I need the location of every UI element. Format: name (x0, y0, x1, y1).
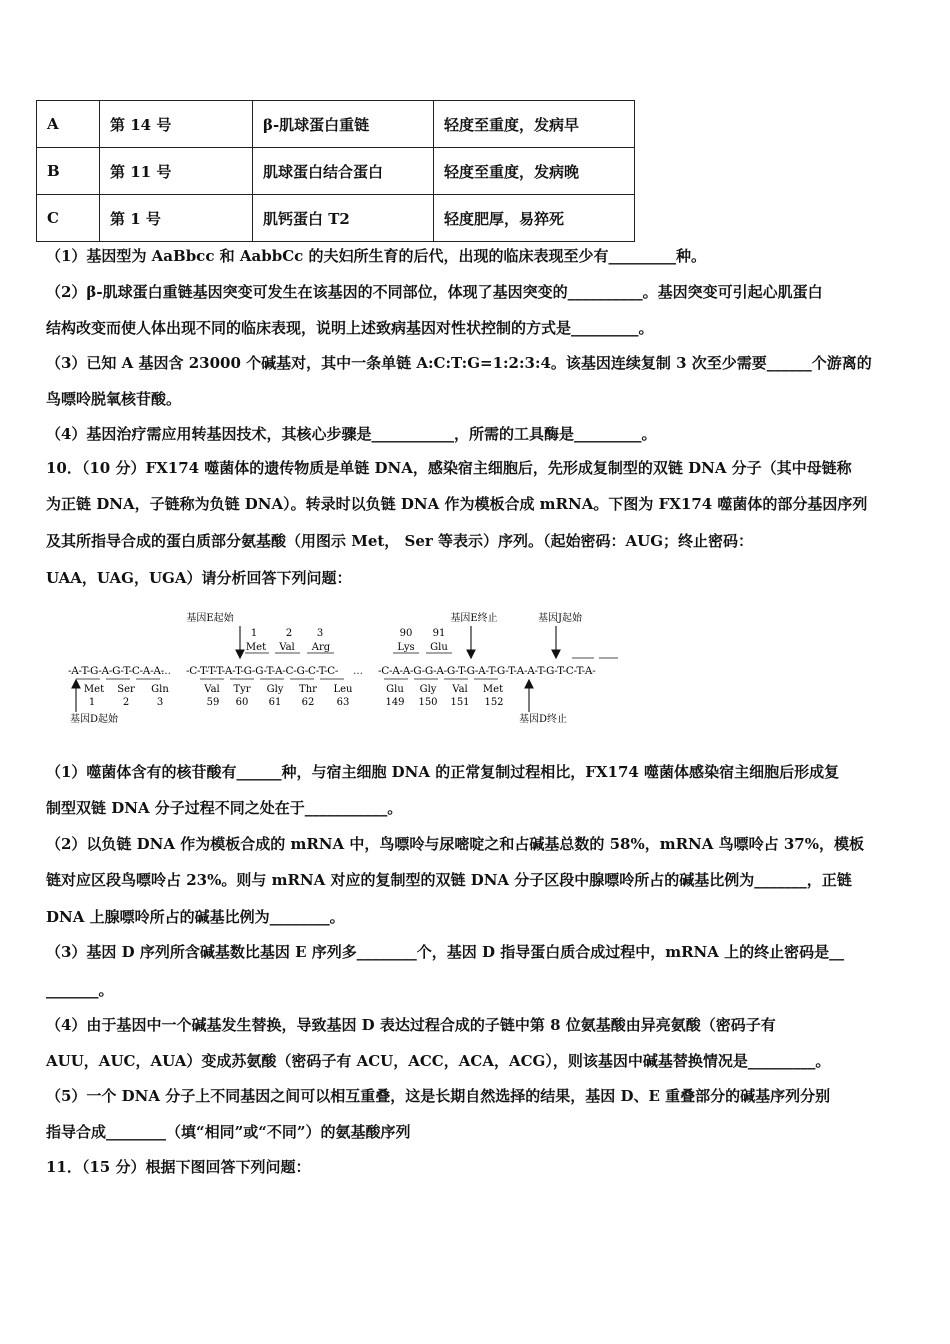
table-cell-type: B (37, 148, 100, 195)
q10-sub-2-line-2: 链对应区段鸟嘌呤占 23%。则与 mRNA 对应的复制型的双链 DNA 分子区段中腺嘌呤所占的碱基比例为_______，正链 (46, 871, 852, 889)
bottom-aa-num: 149 (385, 697, 405, 708)
q9-line-3: 结构改变而使人体出现不同的临床表现，说明上述致病基因对性状控制的方式是_________。 (46, 319, 654, 337)
q11-line-1: 11．（15 分）根据下图回答下列问题： (46, 1158, 311, 1176)
label-gene-e-start: 基因E起始 (186, 613, 234, 624)
bottom-aa-tyr: Tyr (233, 684, 251, 695)
bottom-aa-met: Met (83, 684, 105, 695)
arrowhead-gene-j-start (552, 650, 560, 658)
q10-sub-4-line-2: AUU，AUC，AUA）变成苏氨酸（密码子有 ACU，ACC，ACA，ACG），则该基因中碱基替换情况是_________。 (46, 1052, 831, 1070)
q10-sub-5-line-2: 指导合成________（填“相同”或“不同”）的氨基酸序列 (46, 1123, 411, 1141)
table-cell-type: A (37, 101, 100, 148)
q10-sub-3-line-1: （3）基因 D 序列所含碱基数比基因 E 序列多________个，基因 D 指导蛋白质合成过程中，mRNA 上的终止密码是__ (46, 943, 845, 961)
table-cell-chromosome: 第 1 号 (100, 195, 253, 242)
table-cell-symptom: 轻度至重度，发病晚 (434, 148, 635, 195)
q10-sub-1-line-2: 制型双链 DNA 分子过程不同之处在于___________。 (46, 799, 403, 817)
q9-line-1: （1）基因型为 AaBbcc 和 AabbCc 的夫妇所生育的后代，出现的临床表现至少有_________种。 (46, 247, 707, 265)
top-aa-arg: Arg (311, 642, 331, 653)
bottom-aa-val: Val (452, 684, 468, 695)
bottom-aa-val: Val (204, 684, 220, 695)
bottom-aa-num: 3 (156, 697, 164, 708)
q10-sub-2-line-1: （2）以负链 DNA 作为模板合成的 mRNA 中，鸟嘌呤与尿嘧啶之和占碱基总数的 58%，mRNA 鸟嘌呤占 37%，模板 (46, 835, 864, 853)
bottom-aa-gly: Gly (266, 684, 284, 695)
table-cell-protein: β-肌球蛋白重链 (253, 101, 434, 148)
top-aa-num-90: 90 (399, 628, 413, 639)
table-cell-protein: 肌球蛋白结合蛋白 (253, 148, 434, 195)
q10-sub-2-line-3: DNA 上腺嘌呤所占的碱基比例为________。 (46, 908, 345, 926)
table-cell-symptom: 轻度肥厚，易猝死 (434, 195, 635, 242)
top-aa-glu: Glu (430, 642, 448, 653)
arrowhead-gene-d-start (72, 680, 80, 688)
table-cell-protein: 肌钙蛋白 T2 (253, 195, 434, 242)
bottom-aa-met: Met (482, 684, 504, 695)
ellipsis-gap: … (353, 666, 363, 677)
top-aa-num-1: 1 (250, 628, 258, 639)
q10-intro-line-3: 及其所指导合成的蛋白质部分氨基酸（用图示 Met， Ser 等表示）序列。（起始密码：AUG；终止密码： (46, 532, 754, 550)
bottom-aa-num: 1 (88, 697, 96, 708)
disease-table (36, 100, 635, 242)
bottom-aa-thr: Thr (299, 684, 317, 695)
bottom-aa-num: 61 (268, 697, 282, 708)
q10-intro-line-4: UAA，UAG，UGA）请分析回答下列问题： (46, 569, 352, 587)
q9-line-6: （4）基因治疗需应用转基因技术，其核心步骤是___________，所需的工具酶是_________。 (46, 425, 657, 443)
bottom-aa-num: 59 (206, 697, 220, 708)
table-cell-type: C (37, 195, 100, 242)
bottom-aa-num: 151 (450, 697, 470, 708)
label-gene-e-end: 基因E终止 (450, 613, 498, 624)
arrowhead-gene-e-end (467, 650, 475, 658)
arrowhead-gene-e-start (236, 650, 244, 658)
dna-sequence-part-1: -A-T-G-A-G-T-C-A-A- (68, 665, 164, 677)
q9-line-5: 鸟嘌呤脱氧核苷酸。 (46, 390, 182, 408)
dna-sequence-part-3: -C-A-A-G-G-A-G-T-G-A-T-G-T-A-A-T-G-T-C-T-A- (378, 665, 596, 677)
bottom-aa-gln: Gln (151, 684, 169, 695)
ellipsis-gap: … (161, 666, 171, 677)
q9-line-4: （3）已知 A 基因含 23000 个碱基对，其中一条单链 A:C:T:G=1:2:3:4。该基因连续复制 3 次至少需要______个游离的 (46, 354, 872, 372)
table-row (37, 101, 635, 148)
q10-sub-3-line-2: _______。 (46, 981, 114, 999)
gene-sequence-figure (62, 604, 622, 734)
bottom-aa-glu: Glu (386, 684, 404, 695)
top-aa-met: Met (245, 642, 267, 653)
q9-line-2: （2）β-肌球蛋白重链基因突变可发生在该基因的不同部位，体现了基因突变的__________。基因突变可引起心肌蛋白 (46, 283, 823, 301)
bottom-aa-num: 152 (484, 697, 504, 708)
label-gene-d-start: 基因D起始 (69, 714, 119, 725)
bottom-aa-num: 150 (418, 697, 438, 708)
bottom-aa-gly: Gly (419, 684, 437, 695)
bottom-aa-num: 63 (336, 697, 350, 708)
bottom-aa-num: 62 (301, 697, 315, 708)
table-cell-chromosome: 第 11 号 (100, 148, 253, 195)
table-row (37, 195, 635, 242)
q10-intro-line-1: 10．（10 分）FX174 噬菌体的遗传物质是单链 DNA，感染宿主细胞后，先形成复制型的双链 DNA 分子（其中母链称 (46, 459, 852, 477)
table-cell-symptom: 轻度至重度，发病早 (434, 101, 635, 148)
dna-sequence-part-2: -C-T-T-T-A-T-G-G-T-A-C-G-C-T-C- (186, 665, 339, 677)
top-aa-val: Val (279, 642, 295, 653)
q10-sub-4-line-1: （4）由于基因中一个碱基发生替换，导致基因 D 表达过程合成的子链中第 8 位氨基酸由异亮氨酸（密码子有 (46, 1016, 776, 1034)
q10-sub-5-line-1: （5）一个 DNA 分子上不同基因之间可以相互重叠，这是长期自然选择的结果，基因 D、E 重叠部分的碱基序列分别 (46, 1087, 831, 1105)
table-row (37, 148, 635, 195)
q10-intro-line-2: 为正链 DNA，子链称为负链 DNA）。转录时以负链 DNA 作为模板合成 mRNA。下图为 FX174 噬菌体的部分基因序列 (46, 495, 868, 513)
top-aa-lys: Lys (397, 642, 415, 653)
bottom-aa-ser: Ser (117, 684, 135, 695)
bottom-aa-num: 2 (122, 697, 130, 708)
q10-sub-1-line-1: （1）噬菌体含有的核苷酸有______种，与宿主细胞 DNA 的正常复制过程相比，FX174 噬菌体感染宿主细胞后形成复 (46, 763, 840, 781)
arrowhead-gene-d-end (525, 680, 533, 688)
top-aa-num-2: 2 (285, 628, 293, 639)
label-gene-j-start: 基因J起始 (537, 613, 583, 624)
bottom-aa-num: 60 (235, 697, 249, 708)
top-aa-num-3: 3 (316, 628, 324, 639)
label-gene-d-end: 基因D终止 (518, 714, 568, 725)
top-aa-num-91: 91 (432, 628, 446, 639)
bottom-aa-leu: Leu (333, 684, 353, 695)
table-cell-chromosome: 第 14 号 (100, 101, 253, 148)
